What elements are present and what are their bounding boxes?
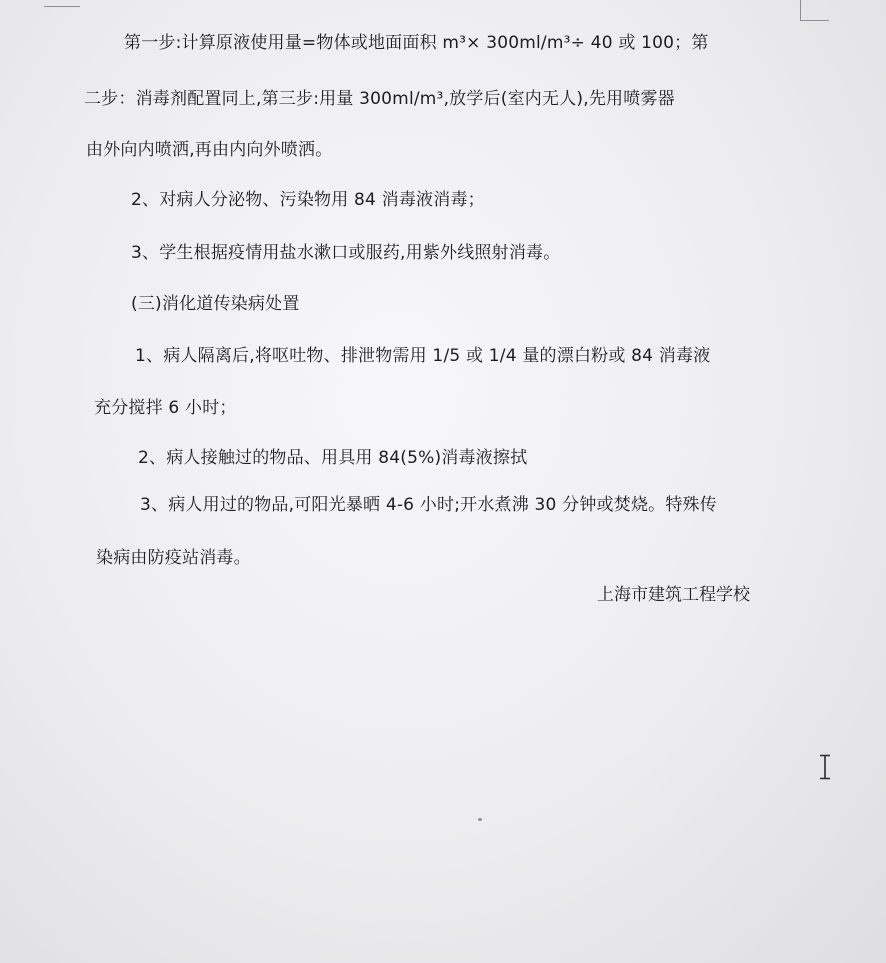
body-text-line: 充分搅拌 6 小时； bbox=[94, 398, 237, 418]
page-corner-mark-left bbox=[44, 0, 80, 7]
section-heading: (三)消化道传染病处置 bbox=[131, 294, 300, 314]
list-item-text: 2、病人接触过的物品、用具用 84(5%)消毒液擦拭 bbox=[138, 448, 528, 468]
body-text-line: 第一步:计算原液使用量=物体或地面面积 m³× 300ml/m³÷ 40 或 100；第 bbox=[124, 33, 709, 53]
list-item-text: 2、对病人分泌物、污染物用 84 消毒液消毒； bbox=[131, 190, 485, 210]
page-corner-mark-right bbox=[800, 0, 829, 21]
signature-text: 上海市建筑工程学校 bbox=[597, 585, 750, 605]
paper-speck bbox=[478, 818, 482, 821]
list-item-text: 3、病人用过的物品,可阳光暴晒 4-6 小时;开水煮沸 30 分钟或焚烧。特殊传 bbox=[140, 495, 717, 515]
text-cursor-icon bbox=[818, 754, 832, 780]
body-text-line: 染病由防疫站消毒。 bbox=[96, 548, 251, 568]
list-item-text: 1、病人隔离后,将呕吐物、排泄物需用 1/5 或 1/4 量的漂白粉或 84 消毒液 bbox=[135, 346, 711, 366]
body-text-line: 二步：消毒剂配置同上,第三步:用量 300ml/m³,放学后(室内无人),先用喷雾器 bbox=[84, 89, 675, 109]
list-item-text: 3、学生根据疫情用盐水漱口或服药,用紫外线照射消毒。 bbox=[131, 243, 561, 263]
body-text-line: 由外向内喷洒,再由内向外喷洒。 bbox=[86, 140, 333, 160]
